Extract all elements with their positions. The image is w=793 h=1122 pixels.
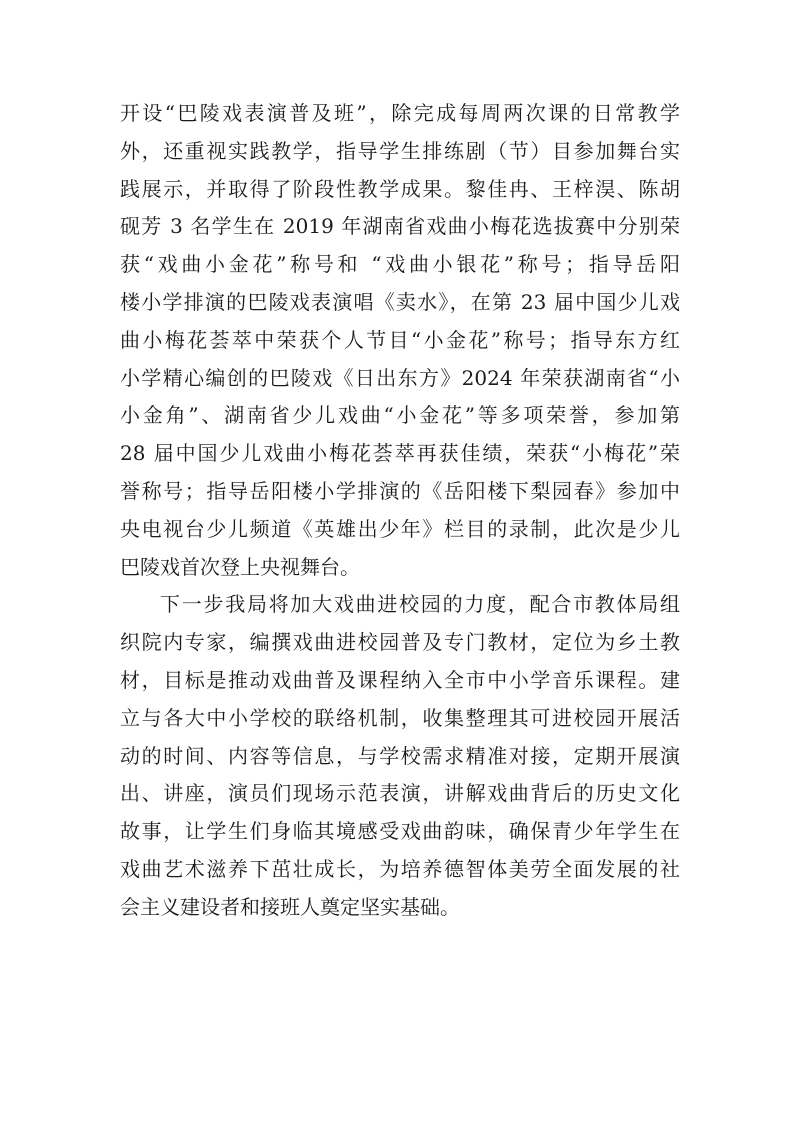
text-line: 曲小梅花荟萃中荣获个人节目“小金花”称号；指导东方红 — [120, 327, 680, 352]
text-line: 外，还重视实践教学，指导学生排练剧（节）目参加舞台实 — [120, 138, 680, 163]
text-line: 小金角”、湖南省少儿戏曲“小金花”等多项荣誉，参加第 — [120, 403, 680, 428]
text-line: 戏曲艺术滋养下茁壮成长，为培养德智体美劳全面发展的社 — [120, 856, 680, 881]
text-line: 材，目标是推动戏曲普及课程纳入全市中小学音乐课程。建 — [120, 667, 680, 692]
text-line: 巴陵戏首次登上央视舞台。 — [120, 554, 360, 579]
text-line: 下一步我局将加大戏曲进校园的力度，配合市教体局组 — [160, 592, 680, 617]
text-line: 会主义建设者和接班人奠定坚实基础。 — [120, 894, 460, 919]
text-line: 织院内专家，编撰戏曲进校园普及专门教材，定位为乡土教 — [120, 630, 680, 655]
body-text — [120, 95, 680, 927]
text-line: 出、讲座，演员们现场示范表演，讲解戏曲背后的历史文化 — [120, 781, 680, 806]
paragraph-student-achievements — [120, 95, 680, 586]
text-line: 立与各大中小学校的联络机制，收集整理其可进校园开展活 — [120, 705, 680, 730]
text-line: 誉称号；指导岳阳楼小学排演的《岳阳楼下梨园春》参加中 — [120, 478, 680, 503]
text-line: 楼小学排演的巴陵戏表演唱《卖水》，在第 23 届中国少儿戏 — [120, 289, 680, 314]
text-line: 央电视台少儿频道《英雄出少年》栏目的录制，此次是少儿 — [120, 516, 680, 541]
text-line: 28 届中国少儿戏曲小梅花荟萃再获佳绩，荣获“小梅花”荣 — [120, 441, 680, 466]
text-line: 践展示，并取得了阶段性教学成果。黎佳冉、王梓淏、陈胡 — [120, 176, 680, 201]
text-line: 开设“巴陵戏表演普及班”，除完成每周两次课的日常教学 — [120, 101, 680, 125]
paragraph-next-steps — [120, 586, 680, 926]
text-line: 动的时间、内容等信息，与学校需求精准对接，定期开展演 — [120, 743, 680, 768]
text-line: 故事，让学生们身临其境感受戏曲韵味，确保青少年学生在 — [120, 819, 680, 844]
text-line: 小学精心编创的巴陵戏《日出东方》2024 年荣获湖南省“小 — [120, 365, 680, 390]
text-line: 获“戏曲小金花”称号和 “戏曲小银花”称号；指导岳阳 — [120, 252, 680, 277]
text-line: 砚芳 3 名学生在 2019 年湖南省戏曲小梅花选拔赛中分别荣 — [120, 214, 680, 239]
